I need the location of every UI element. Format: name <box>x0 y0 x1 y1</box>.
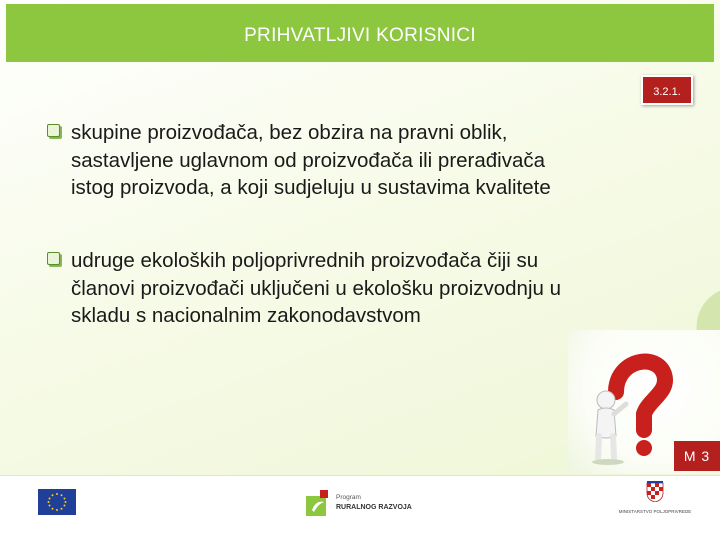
bullet-line: skladu s nacionalnim zakonodavstvom <box>71 304 421 327</box>
ministry-logo <box>610 480 700 520</box>
bullet-item <box>47 247 667 330</box>
bullet-text <box>47 119 667 202</box>
program-label: Program <box>336 494 361 501</box>
title-bar <box>6 4 714 62</box>
slide-title: PRIHVATLJIVI KORISNICI <box>244 25 476 46</box>
bullet-line: udruge ekoloških poljoprivrednih proizvođača čiji su <box>71 249 539 272</box>
ministry-name: MINISTARSTVO POLJOPRIVREDE <box>618 509 692 514</box>
section-badge: 3.2.1. <box>641 75 693 105</box>
program-name: RURALNOG RAZVOJA <box>336 504 412 511</box>
croatian-coat-of-arms-icon <box>646 480 664 502</box>
program-logo-icon <box>306 490 332 516</box>
bullet-line: skupine proizvođača, bez obzira na pravni oblik, <box>71 121 508 144</box>
module-badge: M 3 <box>674 441 720 471</box>
bullet-line: sastavljene uglavnom od proizvođača ili prerađivača <box>71 148 546 172</box>
bullet-item <box>47 119 667 202</box>
bullet-text <box>47 247 667 330</box>
checkbox-bullet-icon <box>47 124 60 137</box>
eu-flag-icon <box>38 489 76 515</box>
bullet-line: članovi proizvođači uključeni u ekološku proizvodnju u <box>71 276 561 300</box>
bullet-line: istog proizvoda, a koji sudjeluju u sustavima kvalitete <box>71 176 551 199</box>
checkbox-bullet-icon <box>47 252 60 265</box>
